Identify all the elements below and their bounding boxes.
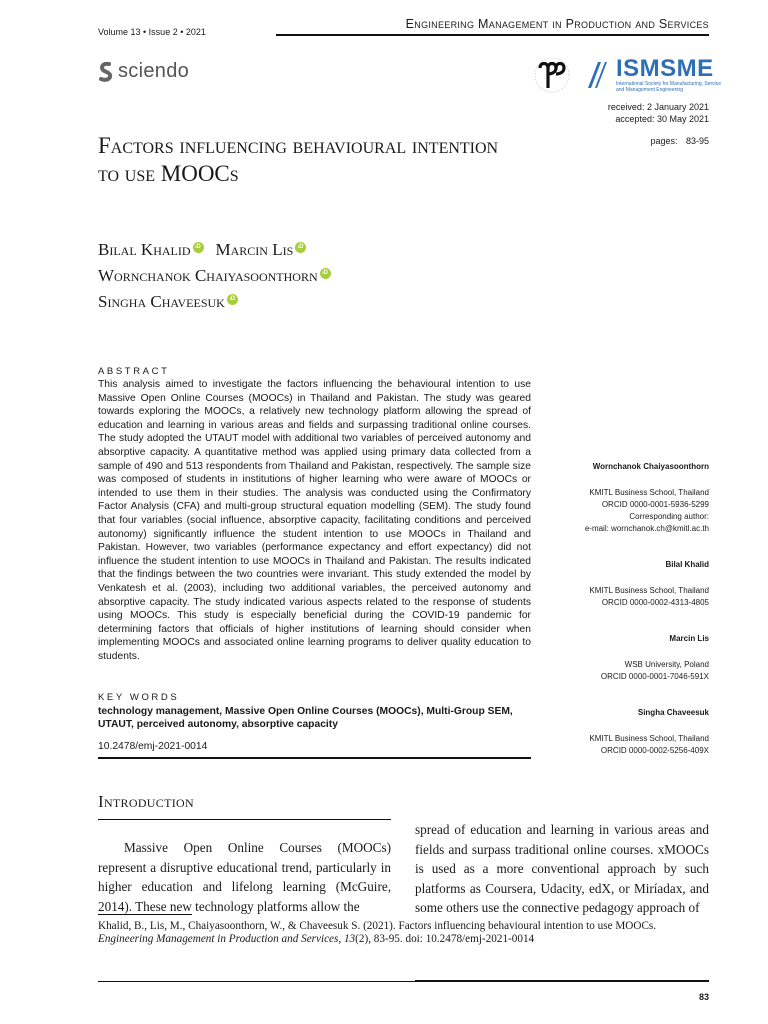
author-line — [98, 263, 331, 289]
corresponding-email[interactable]: e-mail: wornchanok.ch@kmitl.ac.th — [584, 524, 709, 533]
author-name: Bilal Khalid — [98, 240, 191, 259]
affiliation-author: Wornchanok Chaiyasoonthorn — [592, 462, 709, 471]
author-name: Wornchanok Chaiyasoonthorn — [98, 266, 318, 285]
abstract-heading: ABSTRACT — [98, 366, 170, 377]
abstract-rule — [98, 757, 531, 759]
society-logos — [526, 54, 722, 96]
affiliation-institution: WSB University, Poland — [624, 660, 709, 669]
affiliation-institution: KMITL Business School, Thailand — [589, 734, 709, 743]
author-line — [98, 289, 331, 315]
citation-authors-title: Khalid, B., Lis, M., Chaiyasoonthorn, W., & Chaveesuk S. (2021). Factors influencing behavioural intention to use MOOCs. — [98, 920, 657, 932]
footer-rule-thick — [415, 980, 709, 982]
footnote-rule — [98, 914, 192, 915]
affiliation-author: Marcin Lis — [669, 634, 709, 643]
author-name: Singha Chaveesuk — [98, 292, 225, 311]
affiliation-orcid[interactable]: ORCID 0000-0001-5936-5299 — [601, 500, 709, 509]
orcid-icon[interactable]: iD — [227, 294, 238, 305]
citation-details: (2), 83-95. doi: 10.2478/emj-2021-0014 — [355, 933, 535, 945]
page-number: 83 — [698, 992, 709, 1002]
citation-journal: Engineering Management in Production and Services, 13 — [98, 933, 356, 945]
volume-info: Volume 13 • Issue 2 • 2021 — [98, 27, 206, 37]
wsb-emblem-icon — [526, 54, 578, 96]
affiliation-block — [534, 633, 709, 683]
publisher-logo — [98, 60, 189, 83]
received-date: received: 2 January 2021 — [607, 102, 709, 112]
journal-name: Engineering Management in Production and Services — [405, 17, 709, 31]
publisher-name: sciendo — [118, 60, 190, 82]
affiliations — [534, 461, 709, 781]
affiliation-orcid[interactable]: ORCID 0000-0002-5256-409X — [600, 746, 709, 755]
body-column-left: Massive Open Online Courses (MOOCs) represent a disruptive educational trend, particularly in higher education and lifelong learning (McGuire, 2014). These new technology platforms allow the — [98, 840, 391, 914]
accepted-date: accepted: 30 May 2021 — [615, 114, 709, 124]
page-range: pages: 83-95 — [650, 136, 709, 146]
keywords-text: technology management, Massive Open Online Courses (MOOCs), Multi-Group SEM, UTAUT, perceived autonomy, absorptive capacity — [98, 706, 513, 730]
affiliation-block — [534, 559, 709, 609]
corresponding-label: Corresponding author: — [629, 512, 709, 521]
affiliation-block — [534, 461, 709, 535]
dates — [608, 101, 709, 125]
affiliation-author: Singha Chaveesuk — [637, 708, 709, 717]
orcid-icon[interactable]: iD — [193, 242, 204, 253]
footer-rule-thin — [98, 981, 415, 982]
affiliation-author: Bilal Khalid — [665, 560, 709, 569]
doi[interactable]: 10.2478/emj-2021-0014 — [98, 741, 208, 752]
affiliation-orcid[interactable]: ORCID 0000-0001-7046-591X — [600, 672, 709, 681]
affiliation-block — [534, 707, 709, 757]
ismsme-wordmark — [616, 57, 722, 93]
author-list — [98, 237, 331, 315]
header-rule — [276, 34, 709, 36]
body-column-right: spread of education and learning in various areas and fields and surpass traditional online courses. xMOOCs is used as a more conventional approach by such platforms as Coursera, Udacity, edX, or Miríadax, and some others use the connective pedagogy approach of — [415, 822, 709, 916]
orcid-icon[interactable]: iD — [320, 268, 331, 279]
keywords-heading: KEY WORDS — [98, 692, 180, 703]
author-line — [98, 237, 331, 263]
citation-footnote — [98, 920, 710, 946]
introduction-heading: Introduction — [98, 792, 194, 811]
author-name: Marcin Lis — [215, 240, 294, 259]
affiliation-institution: KMITL Business School, Thailand — [589, 488, 709, 497]
sciendo-icon — [98, 62, 114, 82]
orcid-icon[interactable]: iD — [295, 242, 306, 253]
introduction-rule — [98, 819, 391, 820]
abstract-text: This analysis aimed to investigate the factors influencing the behavioural intention to use Massive Open Online Courses (MOOCs) in Thailand and Pakistan. The study was geared towards exploring the MOOCs, a relatively new technology platform allowing the spread of education and learning in various areas and fields and surpassing traditional online courses. The study adopted the UTAUT model with additional two variables of perceived autonomy and absorptive capacity. A quantitative method was applied using primary data collected from a sample of 490 and 513 respondents from Thailand and Pakistan, respectively. The sample size was composed of students in institutions of higher learning who were aware of MOOCs or intended to use them in their studies. The analysis was conducted using the Confirmatory Factor Analysis (CFA) and multi-group structural equation modelling (SEM). The study found that four variables (social influence, absorptive capacity, facilitating conditions and perceived autonomy) significantly influence the student intention to use MOOCs in Thailand and Pakistan. However, two variables (performance expectancy and effort expectancy) did not influence the student intention to use MOOCs in Thailand and Pakistan. The results indicated that the findings between the two countries were invariant. This study extended the model by Venkatesh et al. (2003), including two additional variables, the perceived autonomy and absorptive capacity. The study indicated various aspects related to the response of students using MOOCs. This study is especially beneficial during the COVID-19 pandemic for determining factors that officials of higher institutions of learning should consider when implementing MOOCs and associated online learning programs to deliver quality education to students. — [98, 379, 531, 662]
paper-title: Factors influencing behavioural intention to use MOOCs — [98, 133, 499, 186]
affiliation-institution: KMITL Business School, Thailand — [589, 586, 709, 595]
affiliation-orcid[interactable]: ORCID 0000-0002-4313-4805 — [601, 598, 709, 607]
society-name: ISMSME — [616, 55, 714, 82]
ismsme-mark-icon — [586, 60, 608, 90]
society-subtitle: International Society for Manufacturing, Service and Management Engineering — [616, 81, 722, 93]
